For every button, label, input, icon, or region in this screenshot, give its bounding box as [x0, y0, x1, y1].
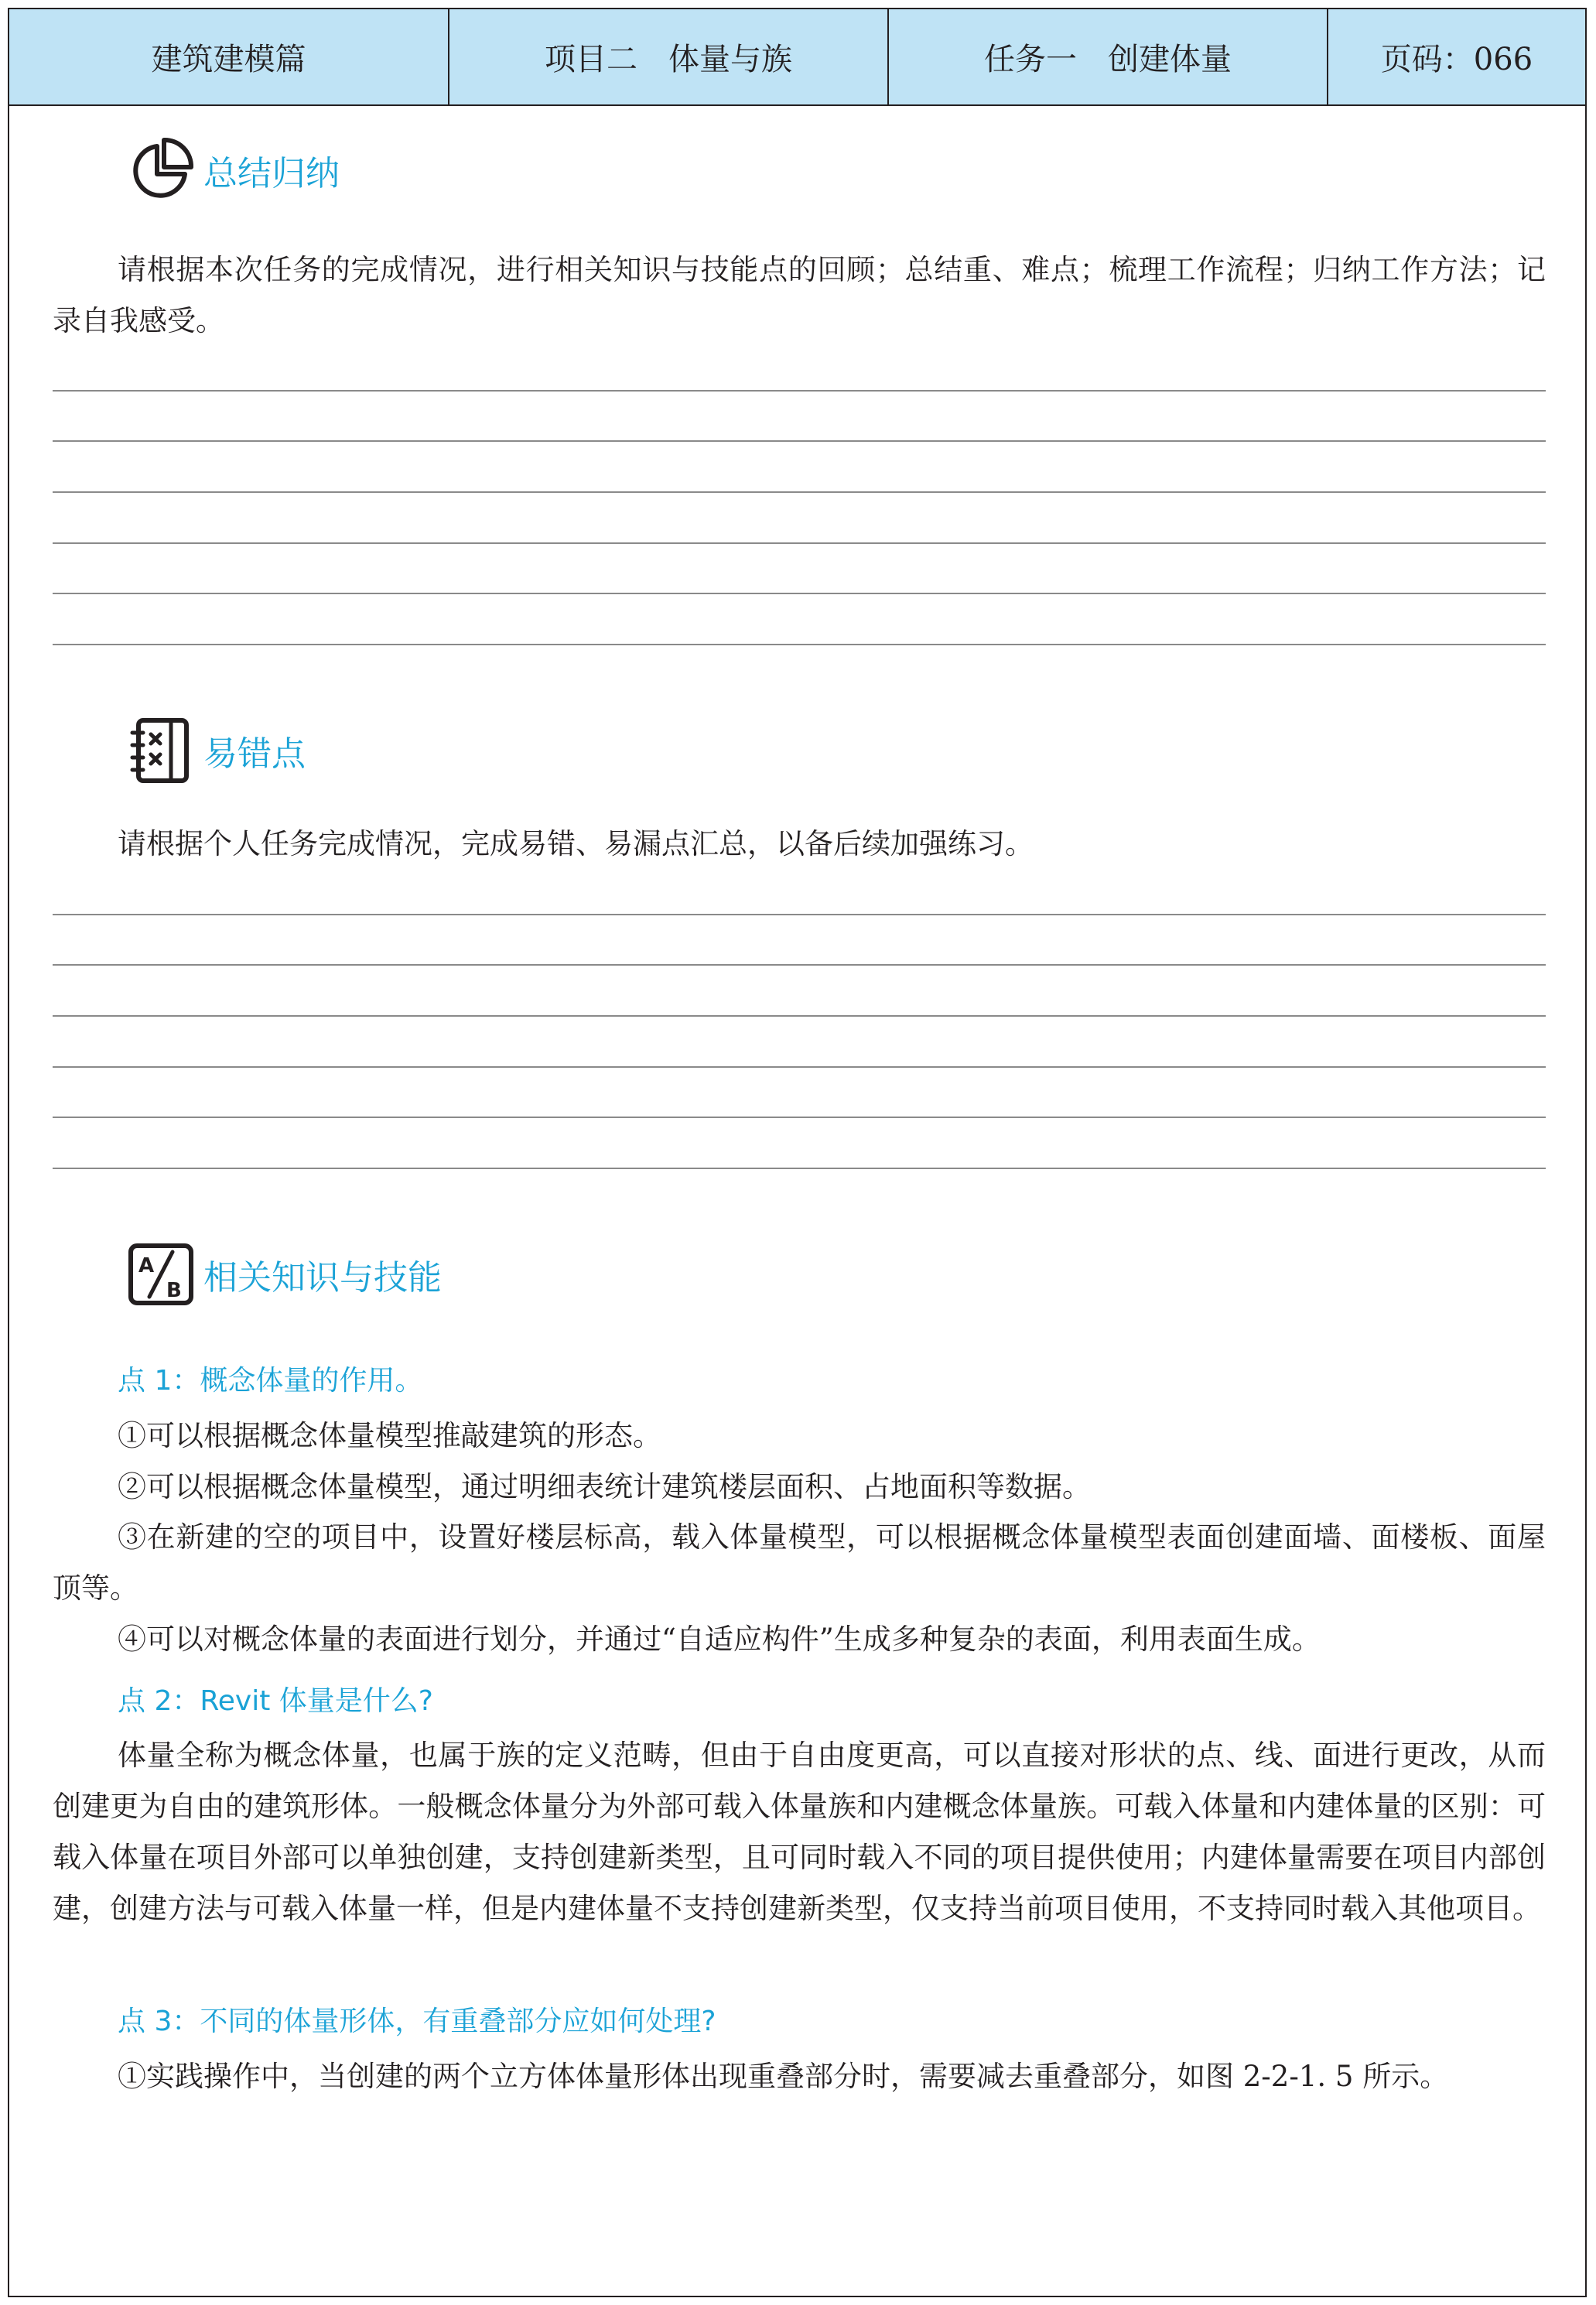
- page-header: [8, 8, 1587, 106]
- point-3-heading: 点 3：不同的体量形体，有重叠部分应如何处理?: [118, 2006, 716, 2037]
- a-slash-b-icon: [128, 1241, 194, 1308]
- writing-line: [53, 1015, 1546, 1017]
- header-page-number: 页码：066: [1380, 42, 1533, 77]
- pie-chart-icon: [128, 137, 194, 203]
- writing-line: [53, 593, 1546, 594]
- svg-text:A: A: [138, 1254, 155, 1277]
- knowledge-section-heading: [128, 1241, 442, 1308]
- summary-section-heading: [128, 137, 340, 203]
- point-1-item: ②可以根据概念体量模型，通过明细表统计建筑楼层面积、占地面积等数据。: [118, 1470, 1091, 1503]
- point-1-heading: 点 1：概念体量的作用。: [118, 1365, 423, 1397]
- writing-line: [53, 440, 1546, 442]
- page-frame: [8, 8, 1587, 2297]
- writing-line: [53, 1066, 1546, 1068]
- point-1-item: ①可以根据概念体量模型推敲建筑的形态。: [118, 1419, 661, 1452]
- writing-line: [53, 491, 1546, 493]
- summary-instruction: 请根据本次任务的完成情况，进行相关知识与技能点的回顾；总结重、难点；梳理工作流程；归纳工作方法；记录自我感受。: [53, 253, 1546, 337]
- mistakes-instruction: 请根据个人任务完成情况，完成易错、易漏点汇总，以备后续加强练习。: [118, 827, 1034, 860]
- writing-line: [53, 914, 1546, 915]
- writing-line: [53, 542, 1546, 544]
- writing-line: [53, 390, 1546, 392]
- knowledge-title: 相关知识与技能: [203, 1258, 442, 1298]
- writing-line: [53, 644, 1546, 645]
- writing-line: [53, 1168, 1546, 1169]
- writing-line: [53, 1117, 1546, 1118]
- writing-line: [53, 964, 1546, 966]
- mistakes-section-heading: [128, 717, 306, 784]
- point-2-text: 体量全称为概念体量，也属于族的定义范畴，但由于自由度更高，可以直接对形状的点、线、面进行更改，从而创建更为自由的建筑形体。一般概念体量分为外部可载入体量族和内建概念体量族。可载入体量和内建体量的区别：可载入体量在项目外部可以单独创建，支持创建新类型，且可同时载入不同的项目提供使用；内建体量需要在项目内部创建，创建方法与可载入体量一样，但是内建体量不支持创建新类型，仅支持当前项目使用，不支持同时载入其他项目。: [53, 1739, 1546, 1925]
- point-2-heading: 点 2：Revit 体量是什么?: [118, 1685, 433, 1717]
- header-book-section: 建筑建模篇: [9, 9, 449, 104]
- point-1-item: ④可以对概念体量的表面进行划分，并通过“自适应构件”生成多种复杂的表面，利用表面生成。: [118, 1623, 1321, 1656]
- header-project: 项目二 体量与族: [449, 9, 889, 104]
- header-task: 任务一 创建体量: [889, 9, 1328, 104]
- point-3-text: ①实践操作中，当创建的两个立方体体量形体出现重叠部分时，需要减去重叠部分，如图 2-2-1. 5 所示。: [118, 2060, 1449, 2093]
- summary-title: 总结归纳: [203, 154, 340, 193]
- notebook-x-icon: [128, 717, 194, 784]
- svg-text:B: B: [166, 1279, 182, 1302]
- mistakes-title: 易错点: [203, 734, 306, 774]
- point-1-item: ③在新建的空的项目中，设置好楼层标高，载入体量模型，可以根据概念体量模型表面创建面墙、面楼板、面屋顶等。: [53, 1520, 1546, 1605]
